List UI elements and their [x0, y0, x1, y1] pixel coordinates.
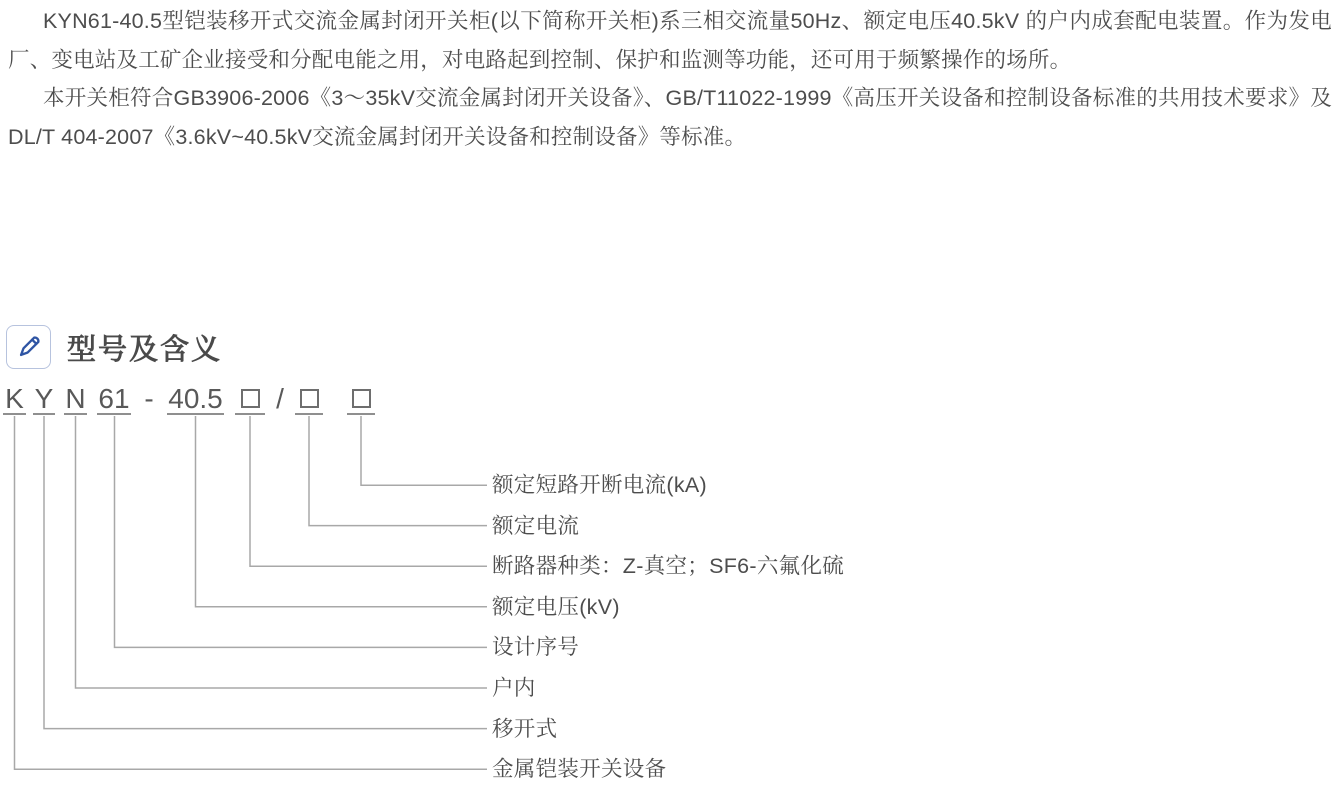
label-breaker-type: 断路器种类：Z-真空；SF6-六氟化硫: [492, 554, 845, 578]
label-rated-current: 额定电流: [492, 514, 580, 538]
model-token-40-5: 40.5: [168, 383, 223, 414]
label-rated-short-circuit-breaking-current: 额定短路开断电流(kA): [492, 473, 708, 497]
intro-paragraph-2: 本开关柜符合GB3906-2006《3～35kV交流金属封闭开关设备》、GB/T11022-1999《高压开关设备和控制设备标准的共用技术要求》及DL/T 404-2007《3.6kV~40.5kV交流金属封闭开关设备和控制设备》等标准。: [8, 86, 1332, 149]
placeholder-square-icon: [300, 389, 319, 408]
intro-paragraph-1: KYN61-40.5型铠装移开式交流金属封闭开关柜(以下简称开关柜)系三相交流量50Hz、额定电压40.5kV 的户内成套配电装置。作为发电厂、变电站及工矿企业接受和分配电能之用，对电路起到控制、保护和监测等功能，还可用于频繁操作的场所。: [8, 9, 1332, 72]
placeholder-square-icon: [241, 389, 260, 408]
model-token-slash: /: [276, 383, 284, 414]
placeholder-square-icon: [352, 389, 371, 408]
label-withdrawable: 移开式: [492, 717, 558, 741]
model-token-k: K: [3, 384, 26, 415]
model-token-y: Y: [34, 383, 54, 414]
label-design-serial-number: 设计序号: [492, 635, 580, 659]
model-token-box-rated-current: [295, 384, 323, 415]
model-token-box-breaker-type: [235, 384, 265, 415]
label-indoor: 户内: [492, 676, 536, 700]
model-token-61: 61: [98, 383, 130, 414]
model-token-n: N: [65, 383, 86, 414]
label-metal-clad-switchgear: 金属铠装开关设备: [492, 757, 667, 781]
section-title: 型号及含义: [67, 333, 223, 366]
model-token-dash: -: [144, 383, 154, 414]
model-token-box-breaking-current: [347, 384, 375, 415]
label-rated-voltage: 额定电压(kV): [492, 595, 620, 619]
